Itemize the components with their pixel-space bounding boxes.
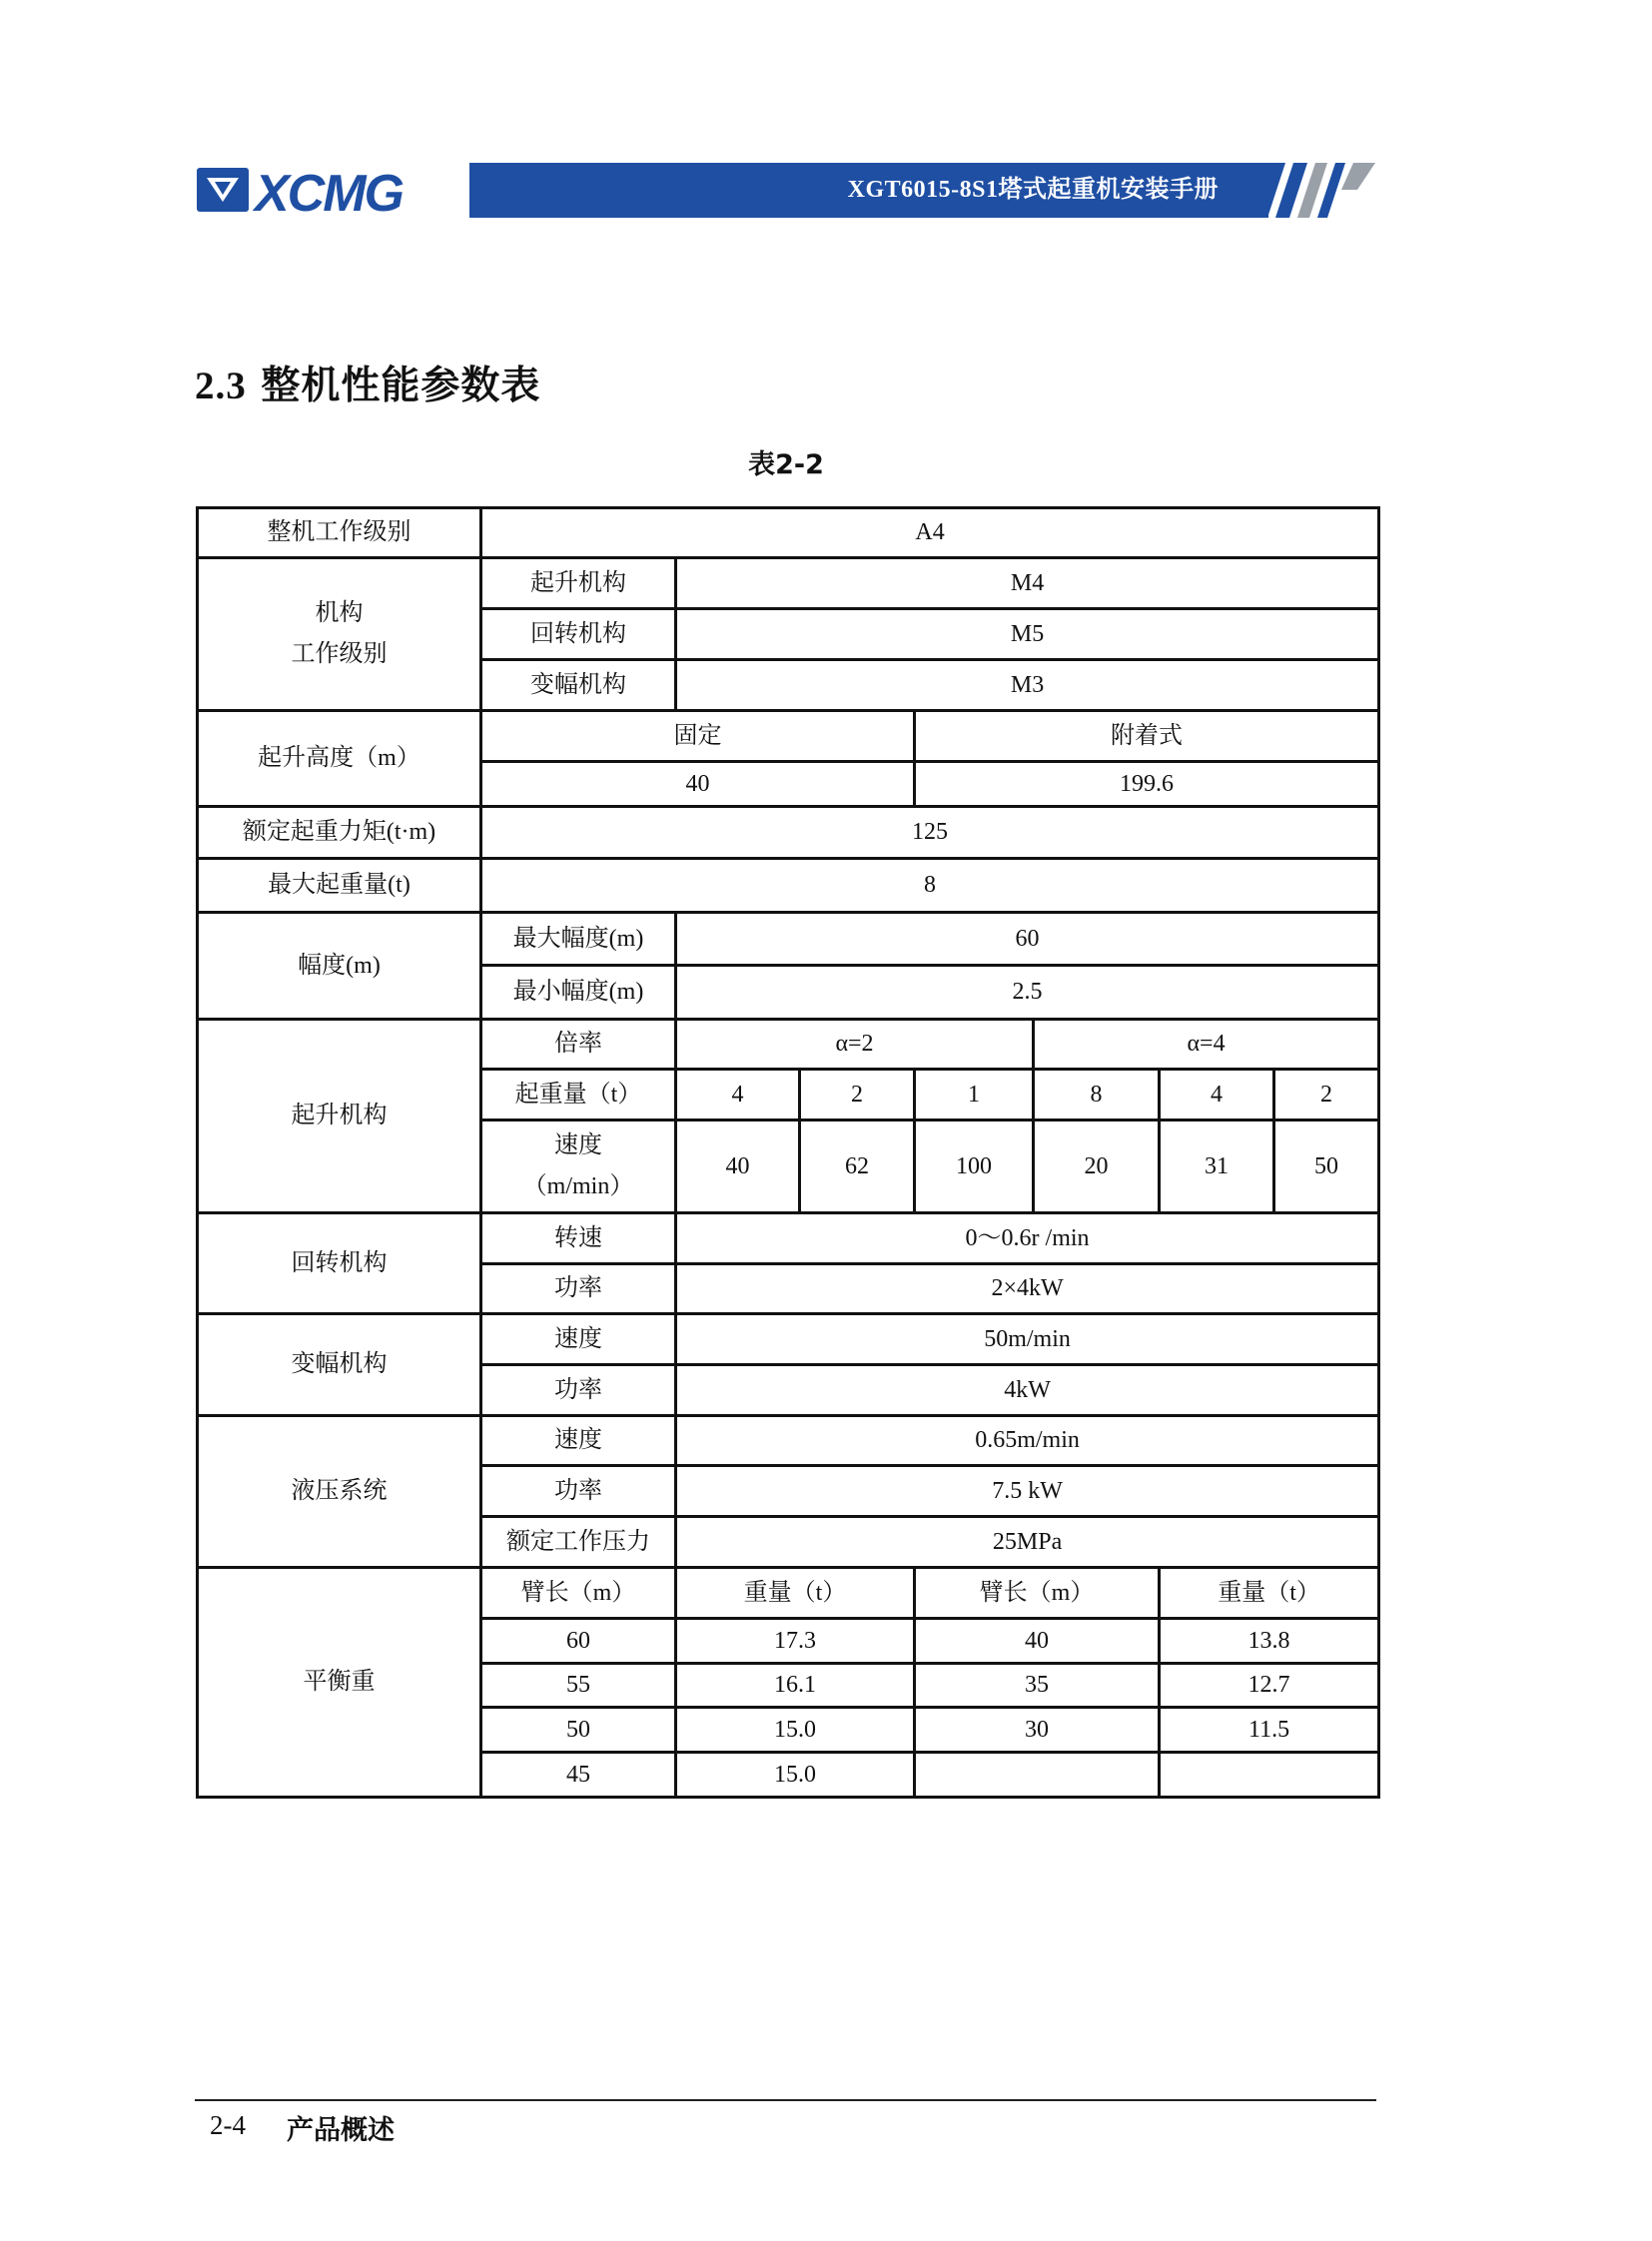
luffing-speed-label: 速度 [481, 1314, 676, 1365]
counterweight-weight: 17.3 [676, 1619, 915, 1664]
hydraulic-speed-value: 0.65m/min [676, 1416, 1379, 1466]
luffing-power-value: 4kW [676, 1365, 1379, 1416]
radius-max-value: 60 [676, 913, 1379, 966]
counterweight-arm: 45 [481, 1753, 676, 1798]
rated-moment-value: 125 [481, 807, 1379, 859]
hoist-speed-label-line1: 速度 [554, 1132, 602, 1159]
hoist-speed-value: 62 [800, 1120, 915, 1213]
work-class-label: 整机工作级别 [198, 508, 481, 558]
document-title: XGT6015-8S1塔式起重机安装手册 [847, 177, 1219, 203]
counterweight-arm-header: 臂长（m） [915, 1568, 1160, 1619]
mechanism-class-value: M3 [676, 660, 1379, 711]
max-load-value: 8 [481, 859, 1379, 913]
lift-height-label: 起升高度（m） [198, 711, 481, 807]
table-row [198, 1568, 1379, 1619]
counterweight-weight: 16.1 [676, 1664, 915, 1708]
hoist-speed-value: 20 [1034, 1120, 1160, 1213]
hoist-load-value: 2 [800, 1070, 915, 1120]
counterweight-arm: 30 [915, 1708, 1160, 1753]
table-row [198, 913, 1379, 966]
counterweight-weight [1160, 1753, 1379, 1798]
counterweight-arm: 60 [481, 1619, 676, 1664]
hoist-load-value: 8 [1034, 1070, 1160, 1120]
counterweight-label: 平衡重 [198, 1568, 481, 1798]
hydraulic-speed-label: 速度 [481, 1416, 676, 1466]
hoist-label: 起升机构 [198, 1020, 481, 1213]
hydraulic-power-value: 7.5 kW [676, 1466, 1379, 1517]
footer-chapter-title: 产品概述 [287, 2115, 395, 2146]
table-row [198, 1213, 1379, 1264]
hoist-ratio-b: α=4 [1034, 1020, 1379, 1070]
lift-height-attached-label: 附着式 [915, 711, 1379, 762]
hydraulic-power-label: 功率 [481, 1466, 676, 1517]
section-number: 2.3 [195, 365, 247, 407]
hydraulic-pressure-label: 额定工作压力 [481, 1517, 676, 1568]
radius-max-label: 最大幅度(m) [481, 913, 676, 966]
slewing-power-value: 2×4kW [676, 1264, 1379, 1314]
radius-min-label: 最小幅度(m) [481, 966, 676, 1020]
radius-min-value: 2.5 [676, 966, 1379, 1020]
table-caption: 表2-2 [748, 449, 824, 480]
table-row [198, 807, 1379, 859]
slewing-speed-value: 0～0.6r /min [676, 1213, 1379, 1264]
mechanism-class-label-line1: 机构 [315, 600, 364, 627]
counterweight-weight: 11.5 [1160, 1708, 1379, 1753]
counterweight-weight: 12.7 [1160, 1664, 1379, 1708]
slewing-power-label: 功率 [481, 1264, 676, 1314]
table-row [198, 859, 1379, 913]
mechanism-class-value: M5 [676, 609, 1379, 660]
hoist-speed-value: 31 [1160, 1120, 1274, 1213]
counterweight-arm: 40 [915, 1619, 1160, 1664]
counterweight-arm [915, 1753, 1160, 1798]
page-header [195, 160, 1376, 220]
counterweight-weight-header: 重量（t） [1160, 1568, 1379, 1619]
page-number: 2-4 [210, 2110, 246, 2140]
luffing-speed-value: 50m/min [676, 1314, 1379, 1365]
mechanism-name: 起升机构 [481, 558, 676, 609]
counterweight-weight: 15.0 [676, 1708, 915, 1753]
hoist-speed-value: 40 [676, 1120, 800, 1213]
counterweight-weight: 15.0 [676, 1753, 915, 1798]
section-title [195, 355, 540, 410]
counterweight-weight-header: 重量（t） [676, 1568, 915, 1619]
hoist-speed-label-line2: （m/min） [522, 1173, 634, 1199]
banner-stripes-graphic [1243, 160, 1378, 220]
hoist-ratio-a: α=2 [676, 1020, 1034, 1070]
mechanism-name: 变幅机构 [481, 660, 676, 711]
hoist-speed-label [481, 1120, 676, 1213]
xcmg-logo [195, 160, 449, 220]
lift-height-fixed-label: 固定 [481, 711, 915, 762]
table-row [198, 558, 1379, 609]
footer-divider [195, 2099, 1376, 2101]
radius-label: 幅度(m) [198, 913, 481, 1020]
table-row [198, 711, 1379, 762]
hoist-ratio-label: 倍率 [481, 1020, 676, 1070]
section-heading-text: 整机性能参数表 [261, 364, 541, 408]
work-class-value: A4 [481, 508, 1379, 558]
max-load-label: 最大起重量(t) [198, 859, 481, 913]
performance-parameter-table [196, 506, 1380, 1799]
hoist-speed-value: 100 [915, 1120, 1034, 1213]
counterweight-weight: 13.8 [1160, 1619, 1379, 1664]
counterweight-arm-header: 臂长（m） [481, 1568, 676, 1619]
lift-height-attached-value: 199.6 [915, 762, 1379, 807]
hoist-speed-value: 50 [1274, 1120, 1379, 1213]
mechanism-class-label [198, 558, 481, 711]
table-row [198, 508, 1379, 558]
mechanism-class-label-line2: 工作级别 [291, 641, 388, 667]
hoist-load-value: 1 [915, 1070, 1034, 1120]
table-row [198, 1314, 1379, 1365]
luffing-power-label: 功率 [481, 1365, 676, 1416]
slewing-label: 回转机构 [198, 1213, 481, 1314]
hoist-load-value: 4 [676, 1070, 800, 1120]
lift-height-fixed-value: 40 [481, 762, 915, 807]
hoist-load-value: 2 [1274, 1070, 1379, 1120]
hoist-load-label: 起重量（t） [481, 1070, 676, 1120]
title-banner [469, 163, 1268, 218]
slewing-speed-label: 转速 [481, 1213, 676, 1264]
mechanism-name: 回转机构 [481, 609, 676, 660]
hydraulic-pressure-value: 25MPa [676, 1517, 1379, 1568]
counterweight-arm: 35 [915, 1664, 1160, 1708]
counterweight-arm: 55 [481, 1664, 676, 1708]
table-row [198, 1020, 1379, 1070]
hoist-load-value: 4 [1160, 1070, 1274, 1120]
luffing-label: 变幅机构 [198, 1314, 481, 1416]
mechanism-class-value: M4 [676, 558, 1379, 609]
hydraulic-label: 液压系统 [198, 1416, 481, 1568]
table-row [198, 1416, 1379, 1466]
svg-text:XCMG: XCMG [255, 165, 403, 220]
rated-moment-label: 额定起重力矩(t·m) [198, 807, 481, 859]
counterweight-arm: 50 [481, 1708, 676, 1753]
